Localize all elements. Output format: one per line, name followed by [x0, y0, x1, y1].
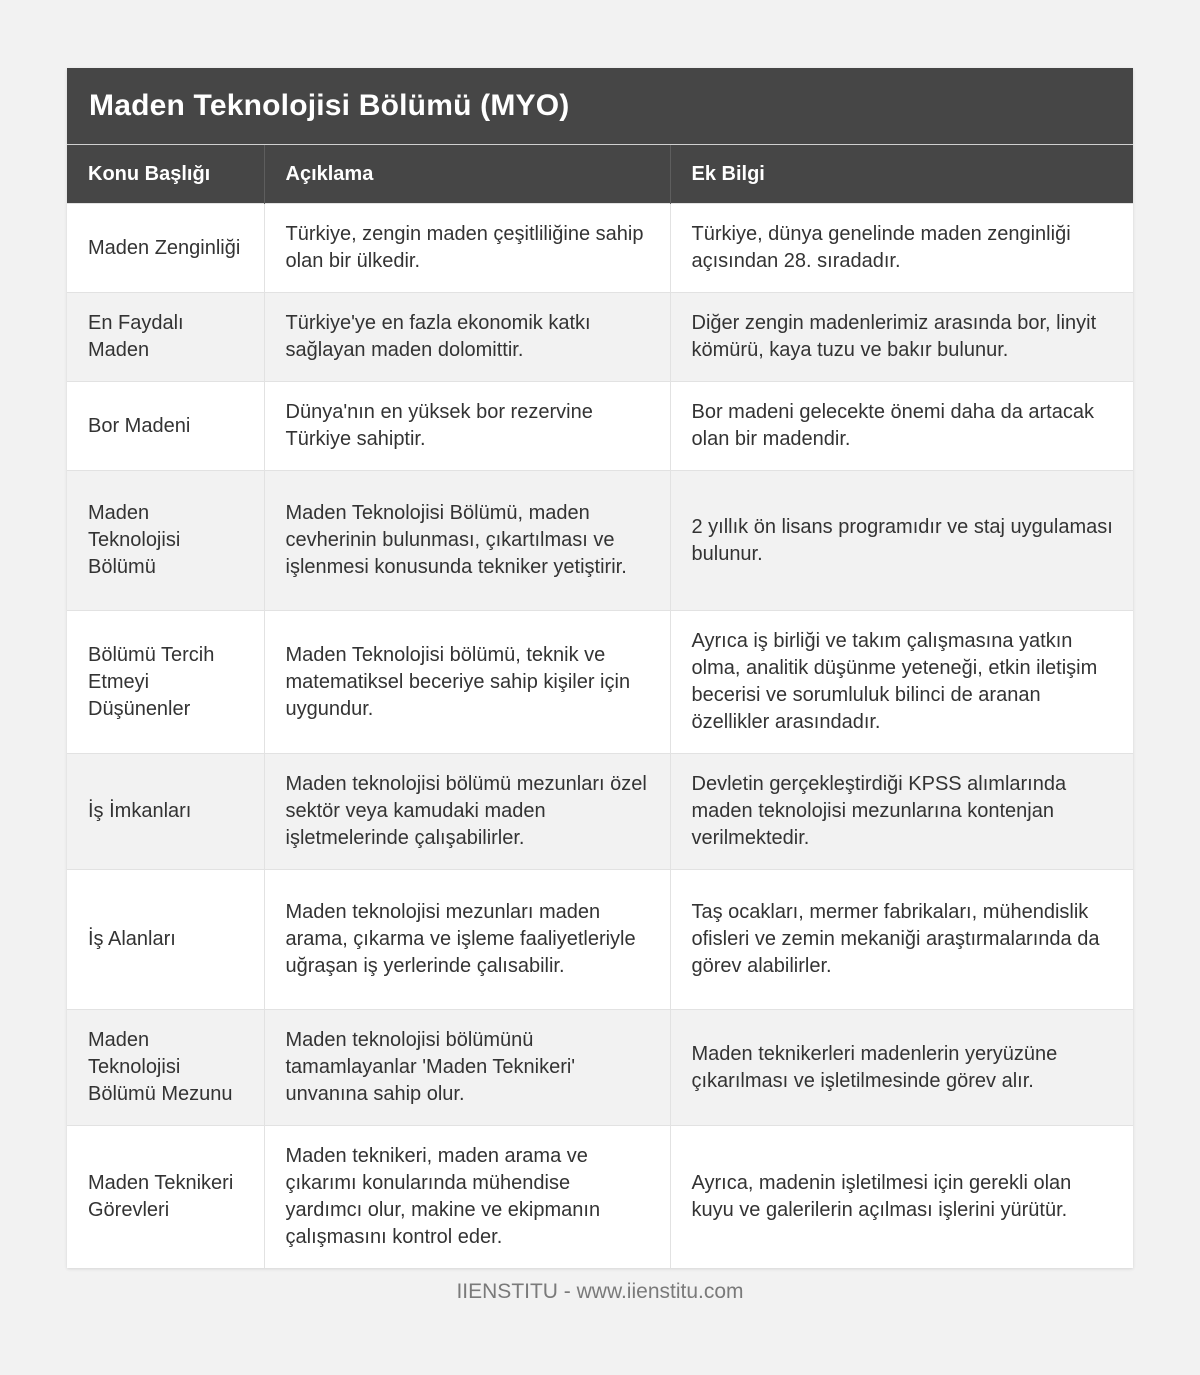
cell-description: Dünya'nın en yüksek bor rezervine Türkiye sahiptir.: [264, 382, 670, 471]
cell-extra-info: 2 yıllık ön lisans programıdır ve staj uygulaması bulunur.: [670, 471, 1133, 611]
cell-description: Türkiye, zengin maden çeşitliliğine sahip olan bir ülkedir.: [264, 204, 670, 293]
cell-extra-info: Taş ocakları, mermer fabrikaları, mühendislik ofisleri ve zemin mekaniği araştırmalarında da görev alabilirler.: [670, 870, 1133, 1010]
table-row: [67, 611, 1133, 754]
table-card: [67, 68, 1133, 1268]
cell-topic: Maden Teknolojisi Bölümü Mezunu: [67, 1010, 264, 1126]
cell-description: Maden Teknolojisi bölümü, teknik ve matematiksel beceriye sahip kişiler için uygundur.: [264, 611, 670, 754]
table-row: [67, 382, 1133, 471]
cell-topic: Maden Teknikeri Görevleri: [67, 1126, 264, 1269]
cell-topic: İş Alanları: [67, 870, 264, 1010]
column-header-extra-info: Ek Bilgi: [670, 145, 1133, 204]
cell-topic: En Faydalı Maden: [67, 293, 264, 382]
cell-topic: Maden Teknolojisi Bölümü: [67, 471, 264, 611]
table-row: [67, 754, 1133, 870]
cell-topic: Maden Zenginliği: [67, 204, 264, 293]
title-bar: [67, 68, 1133, 145]
page-title: Maden Teknolojisi Bölümü (MYO): [89, 89, 570, 122]
table-row: [67, 1010, 1133, 1126]
cell-extra-info: Bor madeni gelecekte önemi daha da artacak olan bir madendir.: [670, 382, 1133, 471]
cell-description: Maden teknikeri, maden arama ve çıkarımı konularında mühendise yardımcı olur, makine ve ekipmanın çalışmasını kontrol eder.: [264, 1126, 670, 1269]
cell-topic: Bor Madeni: [67, 382, 264, 471]
table-row: [67, 870, 1133, 1010]
cell-extra-info: Türkiye, dünya genelinde maden zenginliği açısından 28. sıradadır.: [670, 204, 1133, 293]
cell-extra-info: Devletin gerçekleştirdiği KPSS alımlarında maden teknolojisi mezunlarına kontenjan verilmektedir.: [670, 754, 1133, 870]
info-table: [67, 145, 1133, 1268]
cell-description: Maden teknolojisi mezunları maden arama, çıkarma ve işleme faaliyetleriyle uğraşan iş yerlerinde çalısabilir.: [264, 870, 670, 1010]
table-row: [67, 293, 1133, 382]
cell-description: Maden teknolojisi bölümü mezunları özel sektör veya kamudaki maden işletmelerinde çalışabilirler.: [264, 754, 670, 870]
cell-extra-info: Diğer zengin madenlerimiz arasında bor, linyit kömürü, kaya tuzu ve bakır bulunur.: [670, 293, 1133, 382]
cell-extra-info: Maden teknikerleri madenlerin yeryüzüne çıkarılması ve işletilmesinde görev alır.: [670, 1010, 1133, 1126]
table-row: [67, 204, 1133, 293]
column-header-description: Açıklama: [264, 145, 670, 204]
cell-extra-info: Ayrıca, madenin işletilmesi için gerekli olan kuyu ve galerilerin açılması işlerini yürütür.: [670, 1126, 1133, 1269]
cell-description: Türkiye'ye en fazla ekonomik katkı sağlayan maden dolomittir.: [264, 293, 670, 382]
cell-topic: İş İmkanları: [67, 754, 264, 870]
table-header-row: [67, 145, 1133, 204]
table-row: [67, 471, 1133, 611]
cell-description: Maden teknolojisi bölümünü tamamlayanlar 'Maden Teknikeri' unvanına sahip olur.: [264, 1010, 670, 1126]
footer-credit: IIENSTITU - www.iienstitu.com: [456, 1280, 744, 1303]
column-header-topic: Konu Başlığı: [67, 145, 264, 204]
cell-description: Maden Teknolojisi Bölümü, maden cevherinin bulunması, çıkartılması ve işlenmesi konusunda tekniker yetiştirir.: [264, 471, 670, 611]
cell-topic: Bölümü Tercih Etmeyi Düşünenler: [67, 611, 264, 754]
table-row: [67, 1126, 1133, 1269]
cell-extra-info: Ayrıca iş birliği ve takım çalışmasına yatkın olma, analitik düşünme yeteneği, etkin iletişim becerisi ve sorumluluk bilinci de aranan özellikler arasındadır.: [670, 611, 1133, 754]
